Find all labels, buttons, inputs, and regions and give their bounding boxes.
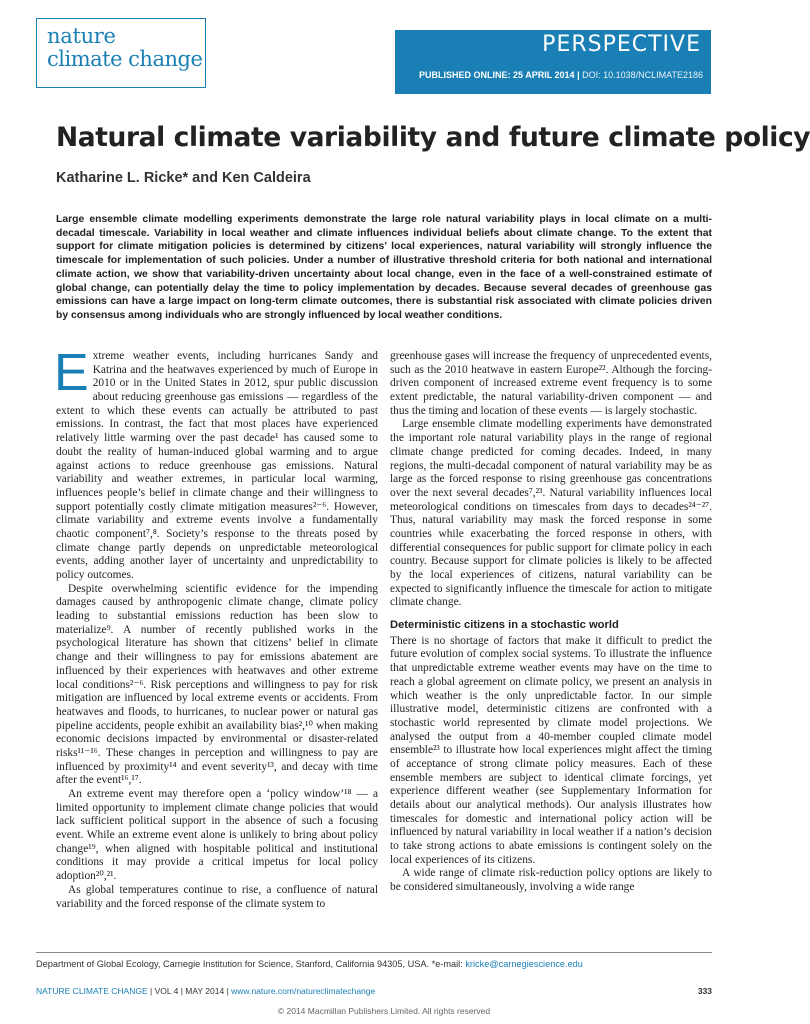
email-link[interactable]: kricke@carnegiescience.edu [465,959,583,969]
footer-divider [36,952,712,953]
body-column-left [54,344,378,910]
doi-link[interactable]: DOI: 10.1038/NCLIMATE2186 [582,70,703,80]
body-paragraph: There is no shortage of factors that make it difficult to predict the future evolution of complex social systems. To illustrate the influence that unpredictable extreme weather events may have on the time to reach a global agreement on climate policy, we present an analysis in which weather is the only unpredictable factor. In our simple illustrative model, deterministic citizens are confronted with a stochastic world represented by climate model projections. We analysed the output from a 40-member coupled climate model ensemble²³ to illustrate how local experiences might affect the timing of acceptance of strong climate policy measures. Each of these ensemble members are subject to identical climate forcings, yet experience different weather (see Supplementary Information for details about our analytical methods). Our analysis illustrates how timescales for domestic and international policy action will be influenced by natural variability in local weather if a nation’s decision to take strong actions to abate emissions is contingent solely on the local experiences of its citizens. [390,634,712,866]
journal-name-line2: climate change [47,47,203,71]
publication-info [419,70,703,80]
body-paragraph: As global temperatures continue to rise, a confluence of natural variability and the forced response of the climate system to [56,883,378,910]
body-paragraph: An extreme event may therefore open a ‘policy window’¹⁸ — a limited opportunity to implement climate change policies that would lack sufficient political support in the absence of such a focusing event. While an extreme event alone is unlikely to bring about policy change¹⁹, when aligned with hospitable political and institutional conditions it may provide a critical impetus for local policy adoption²⁰,²¹. [56,788,378,883]
footer-date: MAY 2014 [185,986,225,996]
body-paragraph: A wide range of climate risk-reduction policy options are likely to be considered simultaneously, involving a wide range [390,867,712,894]
body-paragraph: xtreme weather events, including hurricanes Sandy and Katrina and the heatwaves experienced by much of Europe in 2010 or in the United States in 2012, spur public discussion about reducing greenhouse gas emissions — regardless of the extent to which these events can actually be attributed to past emissions. In contrast, the fact that most places have experienced relatively little warming over the past decade¹ has caused some to doubt the reality of human-induced global warming and to argue against actions to reduce greenhouse gas emissions. Natural variability and weather extremes, in particular local warming, influences people’s belief in climate change and their willingness to support potentially costly climate mitigation measures²⁻⁶. However, climate variability and extreme events involve a fundamentally chaotic component⁷,⁸. Society’s response to the threats posed by climate change partly depends on unpredictable meteorological events, adding another layer of uncertainty and unpredictability to policy outcomes. [56,350,378,581]
separator: | [147,986,155,996]
body-paragraph: Large ensemble climate modelling experiments have demonstrated the important role natural variability plays in the range of regional climate change predicted for coming decades. Indeed, in many regions, the multi-decadal component of natural variability may be as large as the forced response to rising greenhouse gas concentrations over the next several decades⁷,²³. Natural variability influences local meteorological conditions on timescales from days to decades²⁴⁻²⁷. Thus, natural variability may mask the forced response in some countries while exacerbating the forced response in others, with differential consequences for public support for climate policy in each country. Because support for climate policies is likely to be affected by the local experiences of citizens, natural variability can be expected to significantly influence the timescale for action to mitigate climate change. [390,418,712,609]
article-type: PERSPECTIVE [542,32,701,57]
affiliation-text: Department of Global Ecology, Carnegie Institution for Science, Stanford, California 94305, USA. *e-mail: [36,959,466,969]
section-heading: Deterministic citizens in a stochastic world [390,619,619,632]
article-title: Natural climate variability and future climate policy [56,122,810,153]
article-header-bar [395,30,711,94]
separator: | [178,986,186,996]
journal-logo[interactable] [36,18,206,88]
published-date: PUBLISHED ONLINE: 25 APRIL 2014 [419,70,575,80]
page-number: 333 [697,986,712,996]
journal-url-link[interactable]: www.nature.com/natureclimatechange [231,986,376,996]
copyright-notice: © 2014 Macmillan Publishers Limited. All rights reserved [277,1006,491,1016]
journal-name-line1: nature [47,24,116,48]
footer-volume: VOL 4 [154,986,179,996]
body-paragraph: greenhouse gases will increase the frequency of unprecedented events, such as the 2010 heatwave in eastern Europe²². Although the forcing-driven component of increased extreme event frequency is to some extent predictable, the natural variability-driven component — and thus the timing and location of these events — is largely stochastic. [390,350,712,417]
drop-cap: E [54,344,89,402]
abstract: Large ensemble climate modelling experiments demonstrate the large role natural variability plays in local climate on a multi-decadal timescale. Variability in local weather and climate influences individual beliefs about climate change. To the extent that support for climate mitigation policies is determined by citizens’ local experiences, natural variability will strongly influence the timescale for implementation of such policies. Under a number of illustrative threshold criteria for both national and international climate action, we show that variability-driven uncertainty about local change, even in the face of a well-constrained estimate of global change, can potentially delay the time to policy implementation by decades. Because several decades of greenhouse gas emissions can have a large impact on long-term climate outcomes, there is substantial risk associated with climate policies driven by consensus among individuals who are strongly influenced by local weather conditions. [56,214,712,321]
author-affiliation [36,959,583,969]
footer-journal-info [36,986,375,996]
separator: | [574,70,583,80]
footer-journal-name: NATURE CLIMATE CHANGE [36,986,148,996]
body-paragraph: Despite overwhelming scientific evidence for the impending damages caused by anthropogenic climate change, climate policy leading to substantial emissions reduction has been slow to materialize⁹. A number of recently published works in the psychological literature has shown that citizens’ belief in climate change and their willingness to pay for emissions abatement are influenced by their experiences with heatwaves and other extreme local conditions²⁻⁶. Risk perceptions and willingness to pay for risk mitigation are influenced by local extreme events or accidents. From heatwaves and floods, to hurricanes, to nuclear power or natural gas pipeline accidents, people exhibit an availability bias²,¹⁰ when making economic decisions impacted by environmental or disaster-related risks¹¹⁻¹⁶. These changes in perception and willingness to pay are influenced by proximity¹⁴ and event severity¹³, and decay with time after the event¹⁶,¹⁷. [56,582,378,787]
body-column-right [390,350,712,894]
author-list: Katharine L. Ricke* and Ken Caldeira [56,170,311,186]
separator: | [224,986,232,996]
